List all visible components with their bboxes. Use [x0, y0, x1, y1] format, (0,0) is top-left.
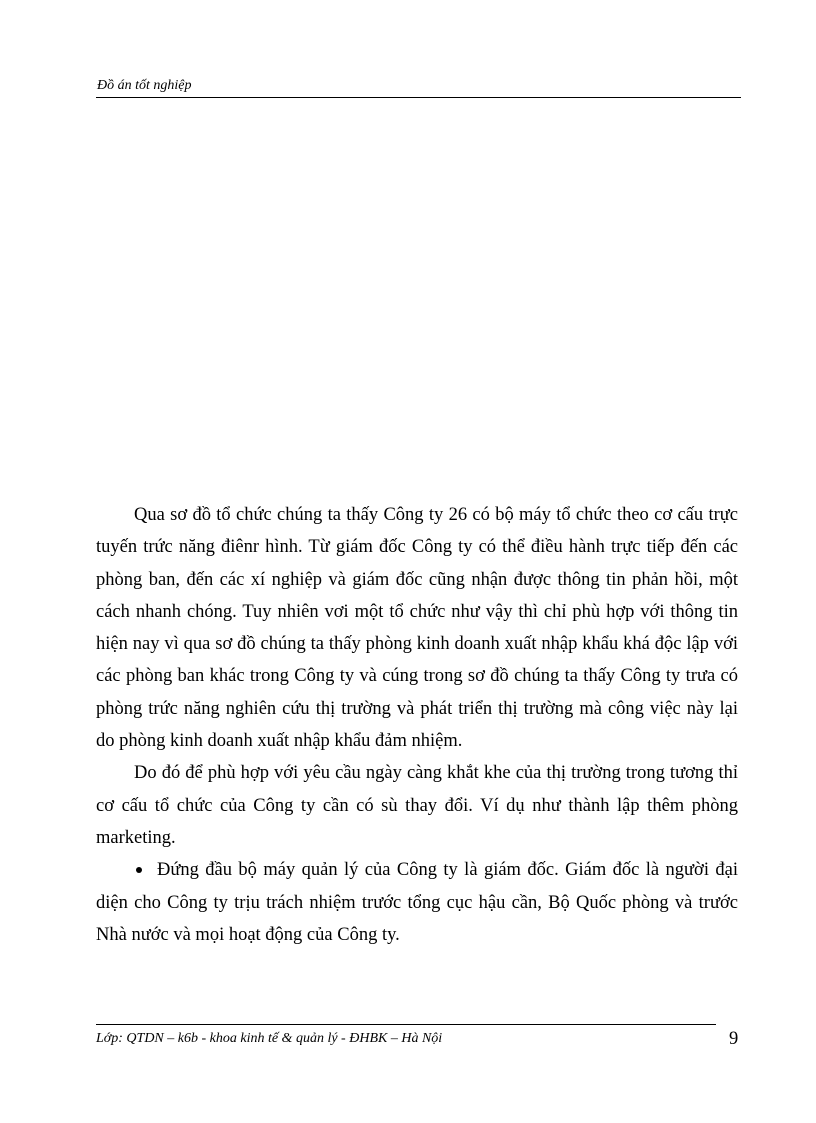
bullet-icon [96, 865, 136, 875]
org-chart-placeholder-area [96, 100, 741, 490]
footer-divider [96, 1024, 716, 1025]
bullet-item [96, 854, 738, 951]
header-title: Đồ án tốt nghiệp [97, 78, 192, 93]
body-text [96, 499, 738, 951]
page-number: 9 [729, 1029, 739, 1049]
bullet-text: Đứng đầu bộ máy quản lý của Công ty là giám đốc. Giám đốc là người đại diện cho Công ty trịu trách nhiệm trước tổng cục hậu cần, Bộ Quốc phòng và trước Nhà nước và mọi hoạt động của Công ty. [96, 860, 738, 945]
paragraph: Qua sơ đồ tổ chức chúng ta thấy Công ty 26 có bộ máy tổ chức theo cơ cấu trực tuyến trức năng điênr hình. Từ giám đốc Công ty có thể điều hành trực tiếp đến các phòng ban, đến các xí nghiệp và giám đốc cũng nhận được thông tin phản hồi, một cách nhanh chóng. Tuy nhiên vơi một tổ chức như vậy thì chỉ phù hợp với thông tin hiện nay vì qua sơ đồ chúng ta thấy phòng kinh doanh xuất nhập khẩu khá độc lập với các phòng ban khác trong Công ty và cúng trong sơ đồ chúng ta thấy Công ty trưa có phòng trức năng nghiên cứu thị trường và phát triển thị trường mà công việc này lại do phòng kinh doanh xuất nhập khẩu đảm nhiệm. [96, 505, 738, 752]
paragraph: Do đó để phù hợp với yêu cầu ngày càng khắt khe của thị trường trong tương thỉ cơ cấu tổ chức của Công ty cần có sù thay đổi. Ví dụ như thành lập thêm phòng marketing. [96, 763, 738, 848]
footer-class-info: Lớp: QTDN – k6b - khoa kinh tế & quản lý - ĐHBK – Hà Nội [96, 1031, 443, 1046]
page-header [96, 76, 741, 98]
